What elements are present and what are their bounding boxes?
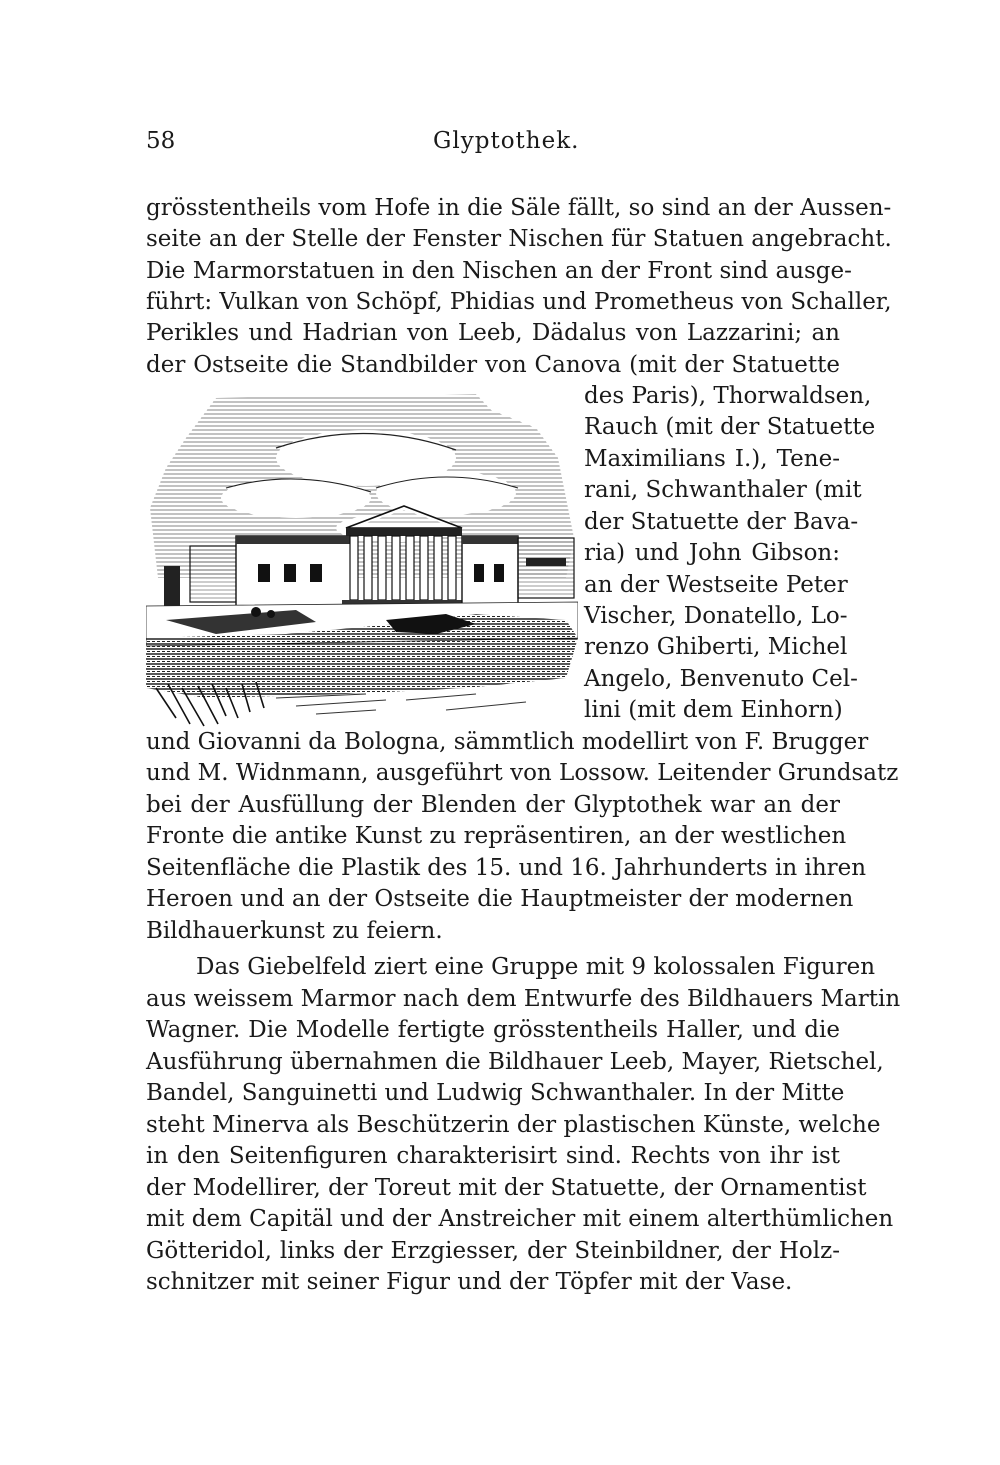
text-line: in den Seitenfiguren charakterisirt sind. Rechts von ihr ist [146,1143,840,1169]
text-line: Seitenfläche die Plastik des 15. und 16. Jahrhunderts in ihren [146,855,867,881]
text-line: renzo Ghiberti, Michel [584,634,848,660]
text-line: Rauch (mit der Statuette [584,414,876,440]
text-line: grösstentheils vom Hofe in die Säle fällt, so sind an der Aussen- [146,195,892,221]
text-line: bei der Ausfüllung der Blenden der Glyptothek war an der [146,792,840,818]
text-line: seite an der Stelle der Fenster Nischen für Statuen angebracht. [146,226,892,252]
text-line: führt: Vulkan von Schöpf, Phidias und Prometheus von Schaller, [146,289,892,315]
text-line: an der Westseite Peter [584,572,848,598]
text-line: Die Marmorstatuen in den Nischen an der Front sind ausge- [146,258,852,284]
text-line: Vischer, Donatello, Lo- [584,603,848,629]
text-line: Ausführung übernahmen die Bildhauer Leeb, Mayer, Rietschel, [146,1049,884,1075]
text-line: aus weissem Marmor nach dem Entwurfe des Bildhauers Martin [146,986,901,1012]
text-line: lini (mit dem Einhorn) [584,697,843,723]
text-line: der Ostseite die Standbilder von Canova (mit der Statuette [146,352,840,378]
text-line: Angelo, Benvenuto Cel- [584,666,858,692]
text-line: Perikles und Hadrian von Leeb, Dädalus von Lazzarini; an [146,320,840,346]
text-line: Fronte die antike Kunst zu repräsentiren, an der westlichen [146,823,847,849]
text-line: Bildhauerkunst zu feiern. [146,918,443,944]
text-line: und M. Widnmann, ausgeführt von Lossow. Leitender Grundsatz [146,760,899,786]
text-line: ria) und John Gibson: [584,540,840,566]
running-title: Glyptothek. [433,128,580,154]
text-line: schnitzer mit seiner Figur und der Töpfer mit der Vase. [146,1269,793,1295]
text-line: Maximilians I.), Tene- [584,446,840,472]
text-line: der Modellirer, der Toreut mit der Statuette, der Ornamentist [146,1175,867,1201]
text-line: und Giovanni da Bologna, sämmtlich modellirt von F. Brugger [146,729,869,755]
text-line: des Paris), Thorwaldsen, [584,383,872,409]
text-line: steht Minerva als Beschützerin der plastischen Künste, welche [146,1112,881,1138]
text-line: mit dem Capitäl und der Anstreicher mit einem alterthümlichen [146,1206,894,1232]
text-line: Götteridol, links der Erzgiesser, der Steinbildner, der Holz- [146,1238,840,1264]
page-number: 58 [146,128,176,154]
text-line: Heroen und an der Ostseite die Hauptmeister der modernen [146,886,854,912]
engraving-glyptothek-building-icon [146,388,578,733]
text-line: rani, Schwanthaler (mit [584,477,862,503]
text-line: Bandel, Sanguinetti und Ludwig Schwanthaler. In der Mitte [146,1080,845,1106]
text-line: Wagner. Die Modelle fertigte grösstentheils Haller, und die [146,1017,840,1043]
text-line: der Statuette der Bava- [584,509,859,535]
text-line: Das Giebelfeld ziert eine Gruppe mit 9 kolossalen Figuren [196,954,876,980]
